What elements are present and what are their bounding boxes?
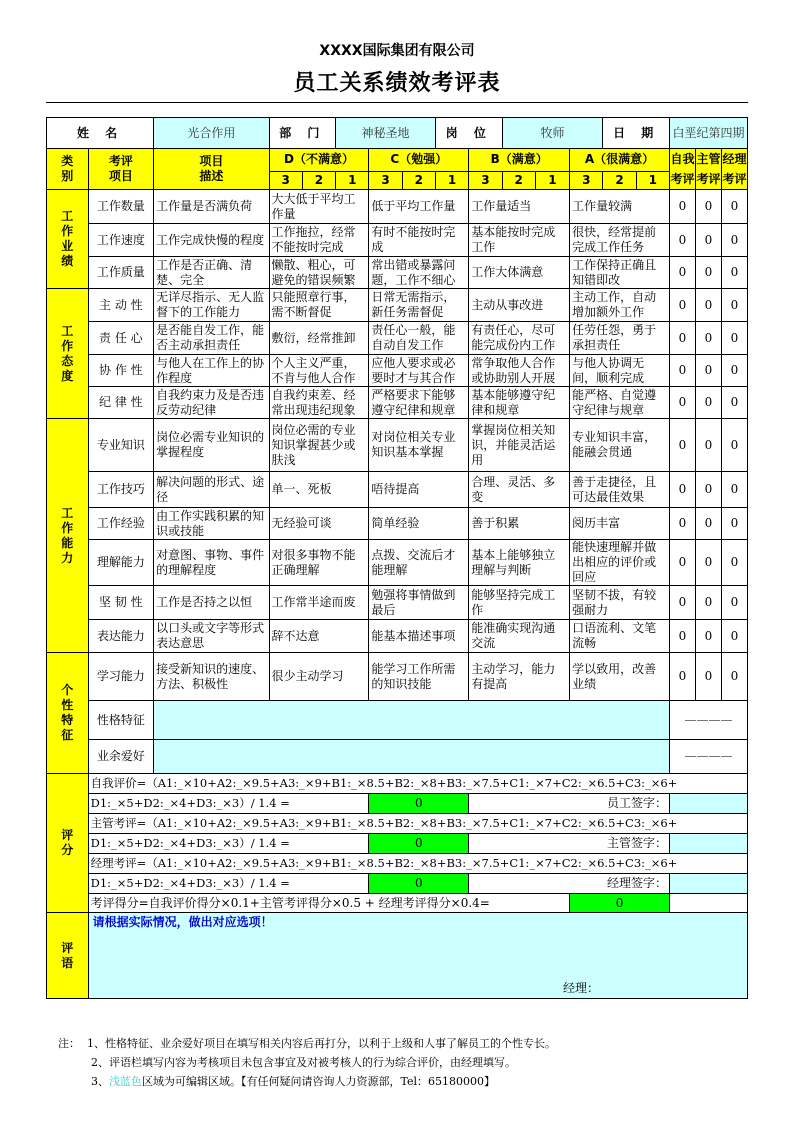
manager-score[interactable]: 0 (695, 653, 721, 701)
manager-eval-signature[interactable] (669, 834, 747, 854)
grade-b-description: 常争取他人合作或协助别人开展 (469, 355, 570, 387)
score-2: 2 (603, 171, 636, 189)
criteria-row (47, 653, 748, 701)
grade-c-description: 应他人要求或必要时才与其合作 (369, 355, 469, 387)
title-divider (46, 102, 748, 103)
hobby-placeholder: ———— (669, 740, 747, 774)
gm-score[interactable]: 0 (721, 620, 747, 653)
gm-eval-sign-label: 经理签字： (570, 874, 670, 894)
criteria-row (47, 586, 748, 620)
remarks-row (47, 913, 748, 999)
grade-b-description: 主动从事改进 (469, 289, 570, 322)
grade-b-description: 主动学习，能力有提高 (469, 653, 570, 701)
criteria-description: 与他人在工作上的协作程度 (154, 355, 269, 387)
character-input[interactable] (154, 701, 670, 740)
gm-score[interactable]: 0 (721, 540, 747, 586)
grade-d-description: 岗位必需的专业知识掌握甚少或肤浅 (269, 419, 369, 472)
info-row (47, 118, 748, 149)
grade-b-description: 基本能按时完成工作 (469, 224, 570, 257)
criteria-item: 专业知识 (88, 419, 154, 472)
character-row (47, 701, 748, 740)
note-2: 2、评语栏填写内容为考核项目未包含事宜及对被考核人的行为综合评价，由经理填写。 (91, 1056, 516, 1069)
gm-score[interactable]: 0 (721, 322, 747, 355)
self-score[interactable]: 0 (669, 419, 695, 472)
criteria-row (47, 289, 748, 322)
date-label: 日 期 (603, 118, 670, 149)
manager-score[interactable]: 0 (695, 472, 721, 508)
gm-score[interactable]: 0 (721, 355, 747, 387)
category-label: 个 性 特 征 (47, 653, 89, 774)
grade-a-description: 任劳任怨，勇于承担责任 (570, 322, 670, 355)
header-self-eval: 自我 考评 (669, 149, 695, 190)
manager-score[interactable]: 0 (695, 190, 721, 224)
remarks-sign-label: 经理： (562, 981, 599, 995)
gm-eval-signature[interactable] (669, 874, 747, 894)
manager-eval-formula-cont: D1:_×5+D2:_×4+D3:_×3）/ 1.4 = (88, 834, 369, 854)
criteria-item: 工作经验 (88, 508, 154, 540)
date-field[interactable]: 白垩纪第四期 (669, 118, 747, 149)
header-gm-eval: 经理 考评 (721, 149, 747, 190)
grade-d-description: 对很多事物不能正确理解 (269, 540, 369, 586)
criteria-description: 是否能自发工作，能否主动承担责任 (154, 322, 269, 355)
grade-d-description: 很少主动学习 (269, 653, 369, 701)
score-1: 1 (336, 171, 369, 189)
manager-score[interactable]: 0 (695, 387, 721, 419)
criteria-description: 对意图、事物、事件的理解程度 (154, 540, 269, 586)
grade-b-description: 善于积累 (469, 508, 570, 540)
self-eval-signature[interactable] (669, 794, 747, 814)
gm-score[interactable]: 0 (721, 289, 747, 322)
grade-a-description: 很快，经常提前完成工作任务 (570, 224, 670, 257)
criteria-item: 工作技巧 (88, 472, 154, 508)
manager-score[interactable]: 0 (695, 289, 721, 322)
grade-a-description: 能快速理解并做出相应的评价或回应 (570, 540, 670, 586)
category-label: 工 作 业 绩 (47, 190, 89, 289)
criteria-description: 工作量是否满负荷 (154, 190, 269, 224)
criteria-row (47, 355, 748, 387)
score-1: 1 (636, 171, 669, 189)
self-score[interactable]: 0 (669, 653, 695, 701)
spacer (469, 874, 570, 894)
gm-eval-formula-row (47, 854, 748, 874)
header-row-1 (47, 149, 748, 172)
self-score[interactable]: 0 (669, 620, 695, 653)
gm-score[interactable]: 0 (721, 419, 747, 472)
grade-d-description: 个人主义严重，不肯与他人合作 (269, 355, 369, 387)
criteria-item: 工作速度 (88, 224, 154, 257)
score-3: 3 (469, 171, 502, 189)
criteria-row (47, 387, 748, 419)
manager-eval-sign-label: 主管签字： (570, 834, 670, 854)
self-eval-formula: 自我评价=（A1:_×10+A2:_×9.5+A3:_×9+B1:_×8.5+B2:_×8+B3:_×7.5+C1:_×7+C2:_×6.5+C3:_×6+ (88, 774, 747, 794)
dept-field[interactable]: 神秘圣地 (336, 118, 436, 149)
gm-score[interactable]: 0 (721, 508, 747, 540)
remarks-hint: 请根据实际情况，做出对应选项！ (92, 915, 273, 929)
grade-b-description: 基本能够遵守纪律和规章 (469, 387, 570, 419)
manager-eval-formula: 主管考评=（A1:_×10+A2:_×9.5+A3:_×9+B1:_×8.5+B2:_×8+B3:_×7.5+C1:_×7+C2:_×6.5+C3:_×6+ (88, 814, 747, 834)
grade-a-description: 专业知识丰富，能融会贯通 (570, 419, 670, 472)
header-manager-eval: 主管 考评 (695, 149, 721, 190)
score-2: 2 (302, 171, 335, 189)
grade-d-description: 敷衍，经常推卸 (269, 322, 369, 355)
grade-a-description: 坚韧不拔，有较强耐力 (570, 586, 670, 620)
score-3: 3 (369, 171, 402, 189)
grade-c-description: 能基本描述事项 (369, 620, 469, 653)
grade-a-description: 学以致用，改善业绩 (570, 653, 670, 701)
criteria-description: 工作是否正确、清楚、完全 (154, 257, 269, 289)
criteria-row (47, 257, 748, 289)
note-1: 注： 1、性格特征、业余爱好项目在填写相关内容后再打分，以利于上级和人事了解员工的个性专长。 (58, 1037, 556, 1050)
header-grade-b: B（满意） (469, 149, 570, 172)
self-score[interactable]: 0 (669, 289, 695, 322)
criteria-description: 解决问题的形式、途径 (154, 472, 269, 508)
grade-d-description: 工作拖拉，经常不能按时完成 (269, 224, 369, 257)
self-eval-formula-cont: D1:_×5+D2:_×4+D3:_×3）/ 1.4 = (88, 794, 369, 814)
grade-a-description: 与他人协调无间，顺利完成 (570, 355, 670, 387)
criteria-row (47, 620, 748, 653)
header-category: 类 别 (47, 149, 89, 190)
criteria-row (47, 190, 748, 224)
score-2: 2 (402, 171, 435, 189)
grade-c-description: 低于平均工作量 (369, 190, 469, 224)
self-eval-result: 0 (369, 794, 469, 814)
footnotes (58, 1034, 556, 1091)
self-score[interactable]: 0 (669, 190, 695, 224)
criteria-item: 表达能力 (88, 620, 154, 653)
grade-d-description: 懒散、粗心，可避免的错误频繁 (269, 257, 369, 289)
total-score: 0 (570, 894, 670, 913)
grade-c-description: 有时不能按时完成 (369, 224, 469, 257)
criteria-description: 以口头或文字等形式表达意思 (154, 620, 269, 653)
note-prefix: 注： (58, 1037, 80, 1050)
criteria-row (47, 508, 748, 540)
self-score[interactable]: 0 (669, 257, 695, 289)
self-score[interactable]: 0 (669, 586, 695, 620)
category-label: 工 作 能 力 (47, 419, 89, 653)
grade-b-description: 能够坚持完成工作 (469, 586, 570, 620)
spacer (469, 794, 570, 814)
form-title: 员工关系绩效考评表 (293, 71, 501, 96)
gm-score[interactable]: 0 (721, 257, 747, 289)
grade-d-description: 单一、死板 (269, 472, 369, 508)
criteria-description: 接受新知识的速度、方法、积极性 (154, 653, 269, 701)
criteria-row (47, 419, 748, 472)
grade-b-description: 基本上能够独立理解与判断 (469, 540, 570, 586)
gm-score[interactable]: 0 (721, 472, 747, 508)
criteria-description: 工作完成快慢的程度 (154, 224, 269, 257)
hobby-input[interactable] (154, 740, 670, 774)
header-grade-d: D（不满意） (269, 149, 369, 172)
grade-c-description: 能学习工作所需的知识技能 (369, 653, 469, 701)
grade-a-description: 工作保持正确且知错即改 (570, 257, 670, 289)
grade-c-description: 点拨、交流后才能理解 (369, 540, 469, 586)
category-label: 工 作 态 度 (47, 289, 89, 419)
criteria-description: 岗位必需专业知识的掌握程度 (154, 419, 269, 472)
grade-a-description: 能严格、自觉遵守纪律与规章 (570, 387, 670, 419)
grade-b-description: 工作量适当 (469, 190, 570, 224)
self-eval-sign-label: 员工签字： (570, 794, 670, 814)
self-eval-result-row (47, 794, 748, 814)
grade-b-description: 工作大体满意 (469, 257, 570, 289)
grade-d-description: 只能照章行事，需不断督促 (269, 289, 369, 322)
self-eval-formula-row (47, 774, 748, 794)
grade-d-description: 工作常半途而废 (269, 586, 369, 620)
evaluation-table (46, 117, 748, 999)
manager-score[interactable]: 0 (695, 322, 721, 355)
score-3: 3 (570, 171, 603, 189)
grade-c-description: 常出错或暴露问题，工作不细心 (369, 257, 469, 289)
criteria-description: 自我约束力及是否违反劳动纪律 (154, 387, 269, 419)
self-score[interactable]: 0 (669, 508, 695, 540)
self-score[interactable]: 0 (669, 322, 695, 355)
grade-a-description: 口语流利、文笔流畅 (570, 620, 670, 653)
self-score[interactable]: 0 (669, 355, 695, 387)
criteria-row (47, 322, 748, 355)
criteria-row (47, 224, 748, 257)
criteria-item: 工作质量 (88, 257, 154, 289)
grade-a-description: 工作量较满 (570, 190, 670, 224)
hobby-row (47, 740, 748, 774)
manager-score[interactable]: 0 (695, 508, 721, 540)
criteria-item: 主 动 性 (88, 289, 154, 322)
gm-eval-result-row (47, 874, 748, 894)
manager-eval-result-row (47, 834, 748, 854)
manager-score[interactable]: 0 (695, 620, 721, 653)
gm-eval-result: 0 (369, 874, 469, 894)
manager-eval-result: 0 (369, 834, 469, 854)
remarks-input[interactable] (88, 913, 747, 999)
post-field[interactable]: 牧师 (502, 118, 603, 149)
grade-d-description: 大大低于平均工作量 (269, 190, 369, 224)
header-description: 项目 描述 (154, 149, 269, 190)
criteria-item: 协 作 性 (88, 355, 154, 387)
post-label: 岗 位 (435, 118, 502, 149)
total-formula: 考评得分=自我评价得分×0.1+主管考评得分×0.5 + 经理考评得分×0.4= (88, 894, 570, 913)
criteria-item: 纪 律 性 (88, 387, 154, 419)
score-1: 1 (435, 171, 468, 189)
company-name: XXXX国际集团有限公司 (319, 43, 475, 59)
category-label: 评 语 (47, 913, 89, 999)
manager-score[interactable]: 0 (695, 355, 721, 387)
grade-c-description: 勉强将事情做到最后 (369, 586, 469, 620)
note-3-highlight: 浅蓝色 (109, 1075, 142, 1088)
criteria-item: 理解能力 (88, 540, 154, 586)
name-field[interactable]: 光合作用 (154, 118, 269, 149)
criteria-description: 工作是否持之以恒 (154, 586, 269, 620)
score-2: 2 (502, 171, 535, 189)
self-score[interactable]: 0 (669, 472, 695, 508)
gm-score[interactable]: 0 (721, 224, 747, 257)
character-label: 性格特征 (88, 701, 154, 740)
spacer (469, 834, 570, 854)
header-grade-a: A（很满意） (570, 149, 670, 172)
manager-score[interactable]: 0 (695, 586, 721, 620)
criteria-item: 学习能力 (88, 653, 154, 701)
gm-score[interactable]: 0 (721, 653, 747, 701)
manager-eval-formula-row (47, 814, 748, 834)
hobby-label: 业余爱好 (88, 740, 154, 774)
self-score[interactable]: 0 (669, 224, 695, 257)
grade-c-description: 严格要求下能够遵守纪律和规章 (369, 387, 469, 419)
manager-score[interactable]: 0 (695, 540, 721, 586)
grade-d-description: 辞不达意 (269, 620, 369, 653)
gm-score[interactable]: 0 (721, 190, 747, 224)
grade-d-description: 无经验可谈 (269, 508, 369, 540)
grade-b-description: 掌握岗位相关知识，并能灵活运用 (469, 419, 570, 472)
criteria-row (47, 472, 748, 508)
grade-c-description: 唔待提高 (369, 472, 469, 508)
gm-eval-formula: 经理考评=（A1:_×10+A2:_×9.5+A3:_×9+B1:_×8.5+B2:_×8+B3:_×7.5+C1:_×7+C2:_×6.5+C3:_×6+ (88, 854, 747, 874)
grade-c-description: 责任心一般，能自动自发工作 (369, 322, 469, 355)
criteria-description: 由工作实践积累的知识或技能 (154, 508, 269, 540)
manager-score[interactable]: 0 (695, 257, 721, 289)
total-score-row (47, 894, 748, 913)
category-label: 评 分 (47, 774, 89, 913)
spacer (669, 894, 747, 913)
grade-b-description: 有责任心，尽可能完成份内工作 (469, 322, 570, 355)
grade-a-description: 阅历丰富 (570, 508, 670, 540)
score-3: 3 (269, 171, 302, 189)
header-item: 考评 项目 (88, 149, 154, 190)
grade-a-description: 善于走捷径，且可达最佳效果 (570, 472, 670, 508)
grade-c-description: 对岗位相关专业知识基本掌握 (369, 419, 469, 472)
grade-c-description: 日常无需指示，新任务需督促 (369, 289, 469, 322)
grade-a-description: 主动工作，自动增加额外工作 (570, 289, 670, 322)
character-placeholder: ———— (669, 701, 747, 740)
name-label: 姓 名 (47, 118, 154, 149)
criteria-item: 工作数量 (88, 190, 154, 224)
manager-score[interactable]: 0 (695, 224, 721, 257)
criteria-description: 无详尽指示、无人监督下的工作能力 (154, 289, 269, 322)
manager-score[interactable]: 0 (695, 419, 721, 472)
criteria-row (47, 540, 748, 586)
grade-b-description: 能准确实现沟通交流 (469, 620, 570, 653)
self-score[interactable]: 0 (669, 540, 695, 586)
gm-eval-formula-cont: D1:_×5+D2:_×4+D3:_×3）/ 1.4 = (88, 874, 369, 894)
header-grade-c: C（勉强） (369, 149, 469, 172)
note-3: 3、浅蓝色区域为可编辑区域。【有任何疑问请咨询人力资源部，Tel：65180000】 (91, 1075, 495, 1088)
dept-label: 部 门 (269, 118, 336, 149)
score-1: 1 (535, 171, 569, 189)
criteria-item: 坚 韧 性 (88, 586, 154, 620)
grade-c-description: 简单经验 (369, 508, 469, 540)
gm-score[interactable]: 0 (721, 586, 747, 620)
gm-score[interactable]: 0 (721, 387, 747, 419)
criteria-item: 责 任 心 (88, 322, 154, 355)
grade-d-description: 自我约束差、经常出现违纪现象 (269, 387, 369, 419)
grade-b-description: 合理、灵活、多变 (469, 472, 570, 508)
self-score[interactable]: 0 (669, 387, 695, 419)
